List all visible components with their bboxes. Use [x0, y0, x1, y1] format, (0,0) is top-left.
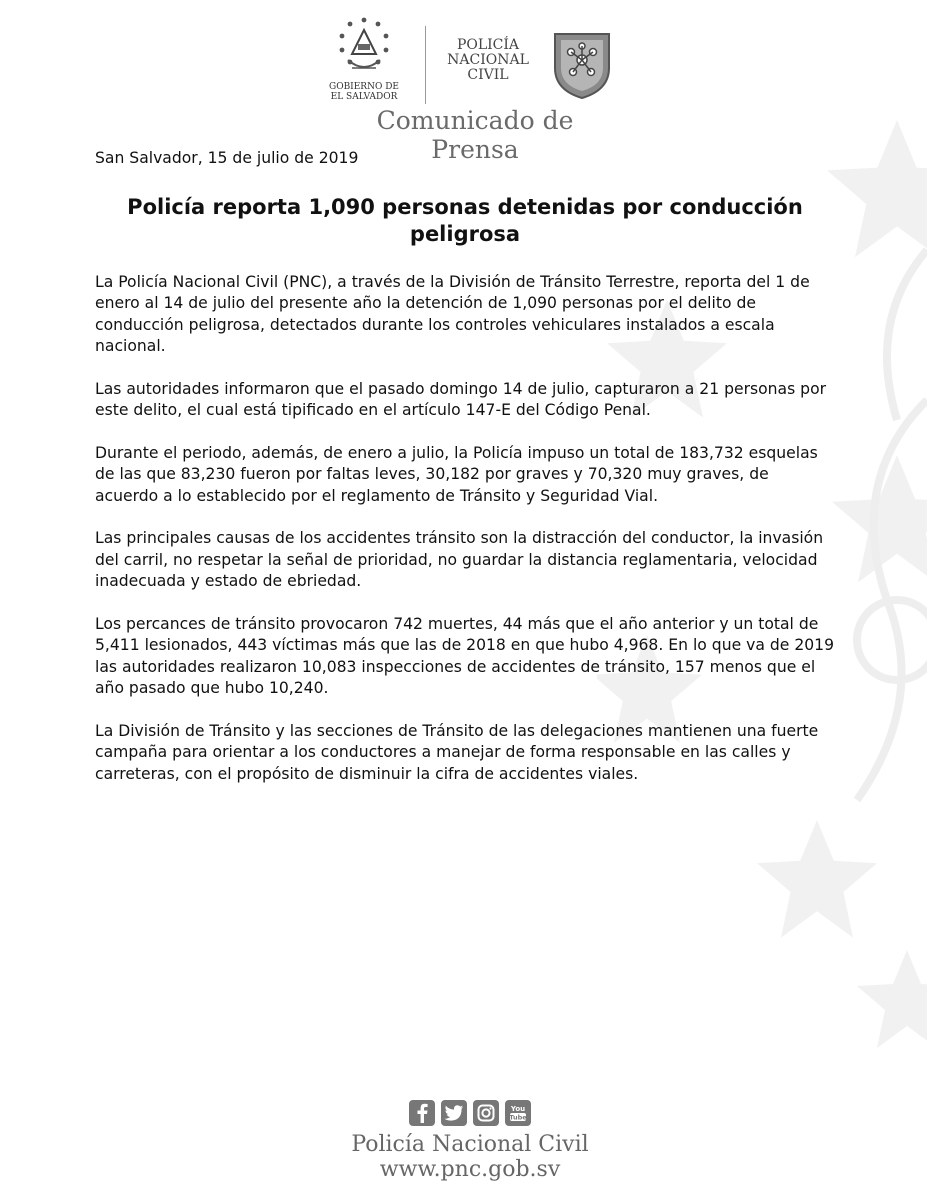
pnc-shield-icon [551, 28, 613, 100]
youtube-icon[interactable] [505, 1100, 531, 1126]
svg-text:Tube: Tube [509, 1113, 527, 1122]
government-line-2: EL SALVADOR [330, 92, 398, 102]
facebook-icon[interactable] [409, 1100, 435, 1126]
police-name [440, 38, 536, 83]
government-name [322, 82, 406, 102]
svg-text:You: You [510, 1105, 526, 1113]
press-release-body [95, 148, 835, 806]
police-line-1: POLICÍA [456, 37, 520, 53]
paragraph-5: Los percances de tránsito provocaron 742 muertes, 44 más que el año anterior y un total de 5,411 lesionados, 443 víctimas más que las de 2018 en que hubo 4,968. En lo que va de 2019 las autoridades realizaron 10,083 inspecciones de accidentes de tránsito, 157 menos que el año pasado que hubo 10,240. [95, 614, 834, 697]
date-line: San Salvador, 15 de julio de 2019 [95, 149, 359, 167]
paragraph-6: La División de Tránsito y las secciones de Tránsito de las delegaciones mantienen una fuerte campaña para orientar a los conductores a manejar de forma responsable en las calles y carreteras, con el propósito de disminuir la cifra de accidentes viales. [95, 721, 819, 783]
document-title: Policía reporta 1,090 personas detenidas por conducción peligrosa [127, 194, 803, 246]
footer-website-link[interactable]: www.pnc.gob.sv [379, 1157, 561, 1182]
paragraph-2: Las autoridades informaron que el pasado domingo 14 de julio, capturaron a 21 personas por este delito, el cual está tipificado en el artículo 147-E del Código Penal. [95, 379, 827, 419]
header-divider [425, 26, 426, 104]
twitter-icon[interactable] [441, 1100, 467, 1126]
police-line-2: NACIONAL [447, 52, 529, 68]
el-salvador-coat-of-arms-icon [336, 14, 392, 82]
paragraph-3: Durante el periodo, además, de enero a julio, la Policía impuso un total de 183,732 esquelas de las que 83,230 fueron por faltas leves, 30,182 por graves y 70,320 muy graves, de acuerdo a lo establecido por el reglamento de Tránsito y Seguridad Vial. [95, 443, 818, 505]
social-icons [300, 1100, 640, 1130]
press-release-heading: Comunicado de Prensa [376, 106, 574, 164]
police-line-3: CIVIL [467, 67, 509, 83]
paragraph-4: Las principales causas de los accidentes tránsito son la distracción del conductor, la invasión del carril, no respetar la señal de prioridad, no guardar la distancia reglamentaria, velocidad inadecuada y estado de ebriedad. [95, 529, 824, 590]
paragraph-1: La Policía Nacional Civil (PNC), a través de la División de Tránsito Terrestre, reporta del 1 de enero al 14 de julio del presente año la detención de 1,090 personas por el delito de conducción peligrosa, detectados durante los controles vehiculares instalados a escala nacional. [95, 272, 810, 355]
footer-organization: Policía Nacional Civil [351, 1132, 589, 1157]
footer [300, 1100, 640, 1182]
government-line-1: GOBIERNO DE [329, 82, 399, 92]
instagram-icon[interactable] [473, 1100, 499, 1126]
